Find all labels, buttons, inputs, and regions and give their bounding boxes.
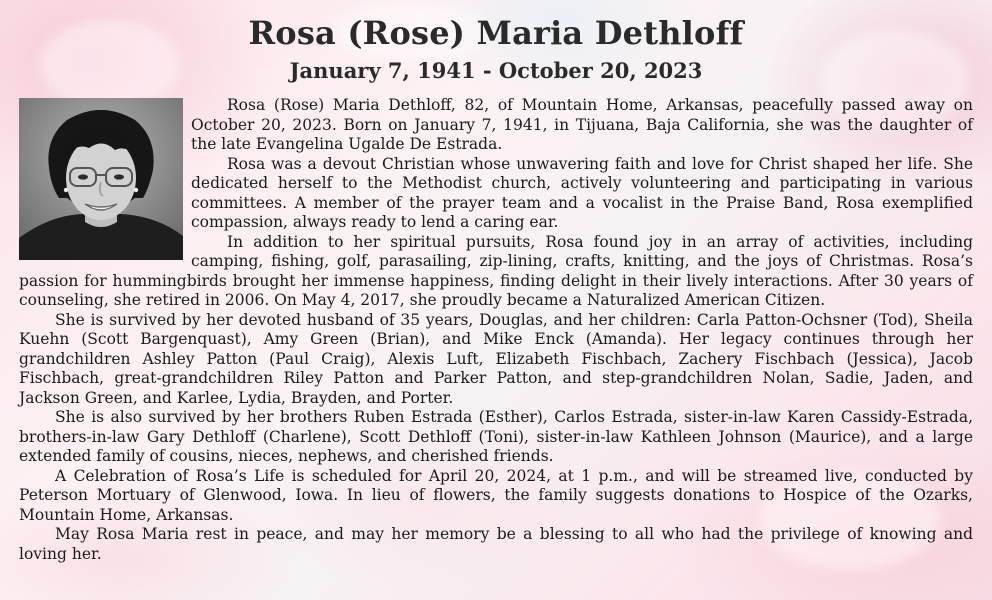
- paragraph-celebration: A Celebration of Rosa’s Life is scheduled for April 20, 2024, at 1 p.m., and will be streamed live, conducted by Peterson Mortuary of Glenwood, Iowa. In lieu of flowers, the family suggests donations to Hospice of the Ozarks, Mountain Home, Arkansas.: [19, 466, 973, 524]
- paragraph-faith: Rosa was a devout Christian whose unwavering faith and love for Christ shaped her life. She dedicated herself to the Methodist church, actively volunteering and participating in various committees. A member of the prayer team and a vocalist in the Praise Band, Rosa exemplified compassion, always ready to lend a caring ear.: [191, 154, 973, 231]
- paragraph-intro: Rosa (Rose) Maria Dethloff, 82, of Mountain Home, Arkansas, peacefully passed away on October 20, 2023. Born on January 7, 1941, in Tijuana, Baja California, she was the daughter of the late Evangelina Ugalde De Estrada.: [191, 96, 973, 153]
- paragraph-survived-family: She is survived by her devoted husband of 35 years, Douglas, and her children: Carla Patton-Ochsner (Tod), Sheila Kuehn (Scott Bargenquast), Amy Green (Brian), and Mike Enck (Amanda). Her legacy continues through her grandchildren Ashley Patton (Paul Craig), Alexis Luft, Elizabeth Fischbach, Zachery Fischbach (Jessica), Jacob Fischbach, great-grandchildren Riley Patton and Parker Patton, and step-grandchildren Nolan, Sadie, Jaden, and Jackson Green, and Karlee, Lydia, Brayden, and Porter.: [19, 310, 973, 407]
- obituary-body: [19, 96, 973, 564]
- paragraph-closing: May Rosa Maria rest in peace, and may her memory be a blessing to all who had the privilege of knowing and loving her.: [19, 525, 973, 563]
- obituary-dates: January 7, 1941 - October 20, 2023: [289, 58, 703, 83]
- obituary-title: Rosa (Rose) Maria Dethloff: [248, 14, 744, 52]
- photo-spacer: [19, 96, 191, 258]
- paragraph-survived-siblings: She is also survived by her brothers Ruben Estrada (Esther), Carlos Estrada, sister-in-law Karen Cassidy-Estrada, brothers-in-law Gary Dethloff (Charlene), Scott Dethloff (Toni), sister-in-law Kathleen Johnson (Maurice), and a large extended family of cousins, nieces, nephews, and cherished friends.: [19, 408, 973, 465]
- paragraph-activities: In addition to her spiritual pursuits, Rosa found joy in an array of activities, including camping, fishing, golf, parasailing, zip-lining, crafts, knitting, and the joys of Christmas. Rosa’s passion for hummingbirds brought her immense happiness, finding delight in their lively interactions. After 30 years of counseling, she retired in 2006. On May 4, 2017, she proudly became a Naturalized American Citizen.: [19, 232, 973, 309]
